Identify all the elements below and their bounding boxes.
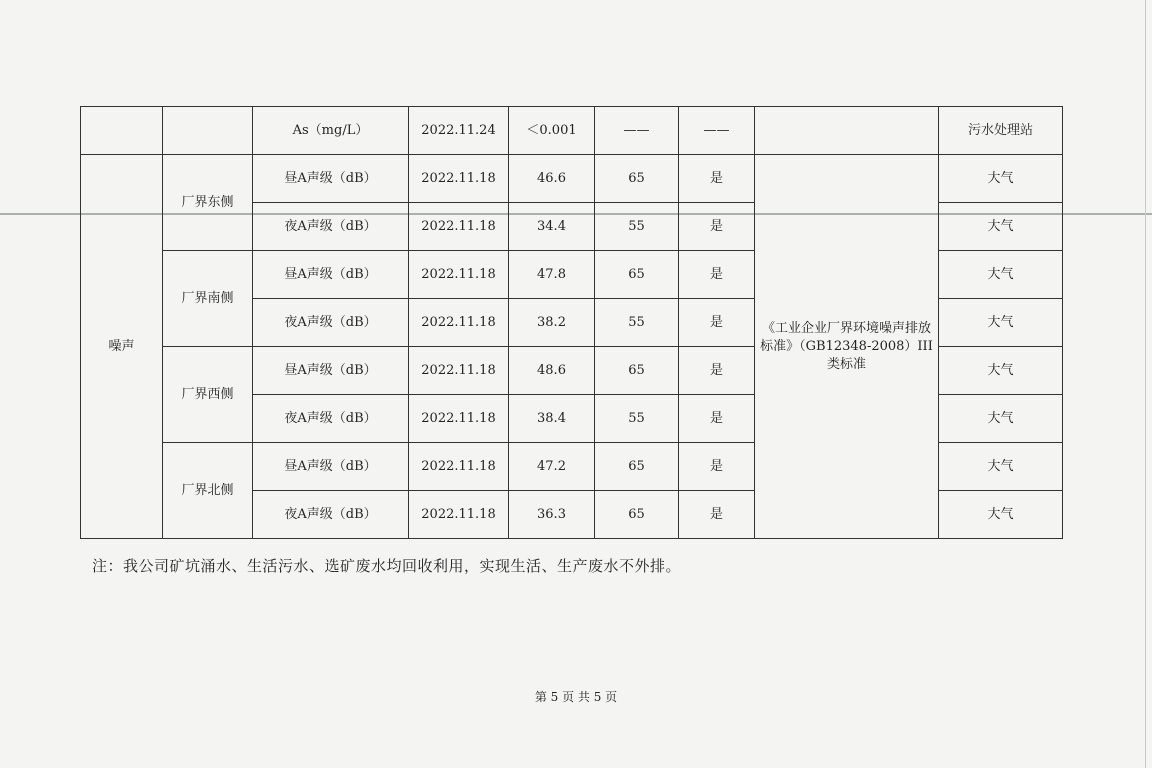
limit-cell: —— [595, 107, 679, 155]
location-cell-west: 厂界西侧 [163, 347, 253, 443]
indicator-cell: 昼A声级（dB） [253, 155, 409, 203]
limit-cell: 55 [595, 203, 679, 251]
limit-cell: 65 [595, 155, 679, 203]
date-cell: 2022.11.18 [409, 395, 509, 443]
limit-cell: 55 [595, 395, 679, 443]
compliant-cell: 是 [679, 299, 755, 347]
indicator-cell: 夜A声级（dB） [253, 299, 409, 347]
compliant-cell: 是 [679, 155, 755, 203]
indicator-cell: 昼A声级（dB） [253, 347, 409, 395]
result-cell: 47.2 [509, 443, 595, 491]
date-cell: 2022.11.18 [409, 347, 509, 395]
limit-cell: 55 [595, 299, 679, 347]
page-number: 第 5 页 共 5 页 [534, 690, 618, 704]
compliant-cell: 是 [679, 203, 755, 251]
table-row-as [81, 107, 1063, 155]
location-cell-east: 厂界东侧 [163, 155, 253, 251]
compliant-cell: —— [679, 107, 755, 155]
location-cell-south: 厂界南侧 [163, 251, 253, 347]
compliant-cell: 是 [679, 347, 755, 395]
location-cell-empty [163, 107, 253, 155]
compliant-cell: 是 [679, 491, 755, 539]
limit-cell: 65 [595, 443, 679, 491]
compliant-cell: 是 [679, 443, 755, 491]
destination-cell: 大气 [939, 395, 1063, 443]
result-cell: 38.4 [509, 395, 595, 443]
destination-cell: 大气 [939, 491, 1063, 539]
date-cell: 2022.11.18 [409, 251, 509, 299]
destination-cell: 大气 [939, 203, 1063, 251]
footnote: 注：我公司矿坑涌水、生活污水、选矿废水均回收利用，实现生活、生产废水不外排。 [92, 557, 682, 575]
date-cell: 2022.11.18 [409, 155, 509, 203]
indicator-cell: 昼A声级（dB） [253, 251, 409, 299]
destination-cell: 大气 [939, 299, 1063, 347]
date-cell: 2022.11.18 [409, 491, 509, 539]
destination-cell: 大气 [939, 251, 1063, 299]
indicator-cell: 昼A声级（dB） [253, 443, 409, 491]
destination-cell: 大气 [939, 443, 1063, 491]
destination-cell: 大气 [939, 347, 1063, 395]
destination-cell: 大气 [939, 155, 1063, 203]
scan-edge-line [1145, 0, 1146, 768]
result-cell: 47.8 [509, 251, 595, 299]
destination-cell: 污水处理站 [939, 107, 1063, 155]
date-cell: 2022.11.18 [409, 203, 509, 251]
date-cell: 2022.11.18 [409, 299, 509, 347]
result-cell: ＜0.001 [509, 107, 595, 155]
monitoring-results-table [80, 106, 1063, 539]
compliant-cell: 是 [679, 251, 755, 299]
table-row [81, 155, 1063, 203]
standard-cell: 《工业企业厂界环境噪声排放标准》（GB12348-2008）III类标准 [755, 155, 939, 539]
standard-cell-empty [755, 107, 939, 155]
compliant-cell: 是 [679, 395, 755, 443]
limit-cell: 65 [595, 491, 679, 539]
result-cell: 36.3 [509, 491, 595, 539]
category-cell-noise: 噪声 [81, 155, 163, 539]
indicator-cell: 夜A声级（dB） [253, 491, 409, 539]
result-cell: 46.6 [509, 155, 595, 203]
result-cell: 34.4 [509, 203, 595, 251]
limit-cell: 65 [595, 347, 679, 395]
limit-cell: 65 [595, 251, 679, 299]
category-cell-empty [81, 107, 163, 155]
indicator-cell: 夜A声级（dB） [253, 395, 409, 443]
indicator-cell: 夜A声级（dB） [253, 203, 409, 251]
indicator-cell: As（mg/L） [253, 107, 409, 155]
date-cell: 2022.11.18 [409, 443, 509, 491]
result-cell: 48.6 [509, 347, 595, 395]
date-cell: 2022.11.24 [409, 107, 509, 155]
location-cell-north: 厂界北侧 [163, 443, 253, 539]
result-cell: 38.2 [509, 299, 595, 347]
